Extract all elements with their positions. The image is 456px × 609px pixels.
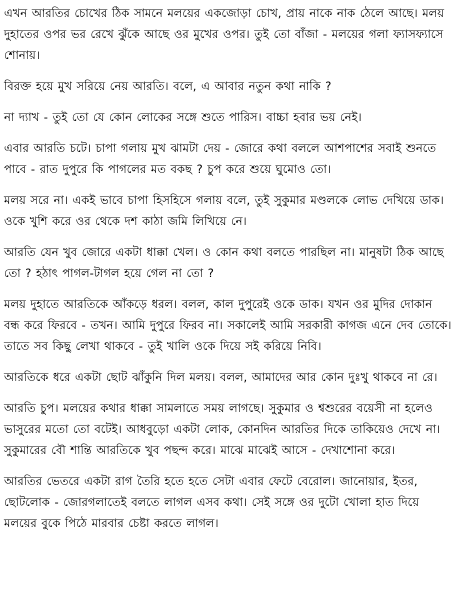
paragraph-1: এখন আরতির চোখের ঠিক সামনে মলয়ের একজোড়া চোখ, প্রায় নাকে নাক ঠেলে আছে। মলয় দুহাতের ওপর ভর রেখে ঝুঁকে আছে ওর মুখের ওপর। তুই তো বাঁজা - মলয়ের গলা ফ্যাসফ্যাসে শোনায়। — [4, 6, 444, 62]
paragraph-gap — [4, 357, 452, 367]
paragraph-gap — [4, 66, 452, 76]
paragraph-gap — [4, 232, 452, 242]
paragraph-7: মলয় দুহাতে আরতিকে আঁকড়ে ধরল। বলল, কাল দুপুরেই ওকে ডাক। যখন ওর মুদির দোকান বন্ধ করে ফিরবে - তখন। আমি দুপুরে ফিরব না। সকালেই আমি সরকারী কাগজ এনে দেব তোকে। তাতে সব কিছু লেখা থাকবে - তুই খালি ওকে দিয়ে সই করিয়ে নিবি। — [4, 297, 452, 353]
paragraph-4: এবার আরতি চটে। চাপা গলায় মুখ ঝামটা দেয় - জোরে কথা বললে আশপাশের সবাই শুনতে পাবে - রাত দুপুরে কি পাগলের মত বকছ ? চুপ করে শুয়ে ঘুমোও তো। — [4, 141, 437, 176]
paragraph-2: বিরক্ত হয়ে মুখ সরিয়ে নেয় আরতি। বলে, এ আবার নতুন কথা নাকি ? — [4, 79, 332, 93]
paragraph-9: আরতি চুপ। মলয়ের কথার ধাক্কা সামলাতে সময় লাগছে। সুকুমার ও শ্বশুরের বয়েসী না হলেও ভাসুরের মতো তো বটেই। আধবুড়ো একটা লোক, কোনদিন আরতির দিকে তাকিয়েও দেখে না। সুকুমারের বৌ শান্তি আরতিকে খুব পছন্দ করে। মাঝে মাঝেই আসে - দেখাশোনা করে। — [4, 401, 441, 457]
paragraph-gap — [4, 388, 452, 398]
paragraph-gap — [4, 128, 452, 138]
paragraph-gap — [4, 97, 452, 107]
paragraph-5: মলয় সরে না। একই ভাবে চাপা হিসহিসে গলায় বলে, তুই সুকুমার মণ্ডলকে লোভ দেখিয়ে ডাক। ওকে খুশি করে ওর থেকে দশ কাঠা জমি লিখিয়ে নে। — [4, 193, 444, 228]
paragraph-gap — [4, 180, 452, 190]
paragraph-gap — [4, 284, 452, 294]
paragraph-3: না দ্যাখ - তুই তো যে কোন লোকের সঙ্গে শুতে পারিস। বাচ্চা হবার ভয় নেই। — [4, 110, 362, 124]
paragraph-gap — [4, 461, 452, 471]
paragraph-10: আরতির ভেতরে একটা রাগ তৈরি হতে হতে সেটা এবার ফেটে বেরোল। জানোয়ার, ইতর, ছোটলোক - জোরগলাতেই বলতে লাগল এসব কথা। সেই সঙ্গে ওর দুটো খোলা হাত দিয়ে মলয়ের বুকে পিঠে মারবার চেষ্টা করতে লাগল। — [4, 474, 420, 530]
paragraph-8: আরতিকে ধরে একটা ছোট ঝাঁকুনি দিল মলয়। বলল, আমাদের আর কোন দুঃখু থাকবে না রে। — [4, 370, 438, 384]
paragraph-6: আরতি যেন খুব জোরে একটা ধাক্কা খেল। ও কোন কথা বলতে পারছিল না। মানুষটা ঠিক আছে তো ? হঠাৎ পাগল-টাগল হয়ে গেল না তো ? — [4, 245, 444, 280]
